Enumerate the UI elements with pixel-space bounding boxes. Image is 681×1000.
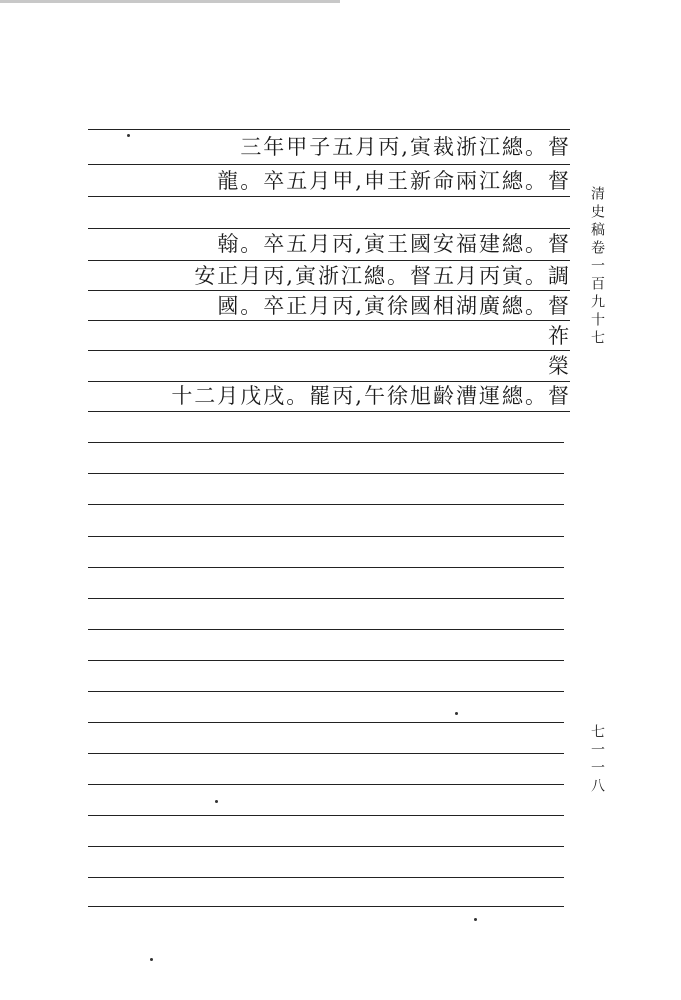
table-rule	[88, 691, 564, 692]
table-rule	[88, 784, 564, 785]
table-rule	[88, 629, 564, 630]
table-rule	[88, 753, 564, 754]
ink-speck	[215, 800, 218, 803]
table-rule	[88, 877, 564, 878]
table-rule	[88, 504, 564, 505]
ink-speck	[474, 918, 477, 921]
table-row: 國。卒正月丙,寅徐國相湖廣總。督	[217, 294, 571, 318]
table-rule	[88, 350, 570, 351]
table-row: 龍。卒五月甲,申王新命兩江總。督	[217, 169, 571, 193]
page-number: 七一一八	[589, 724, 605, 796]
table-rule	[88, 567, 564, 568]
table-rule	[88, 442, 564, 443]
table-rule	[88, 196, 570, 197]
table-rule	[88, 815, 564, 816]
table-rule	[88, 598, 564, 599]
top-edge-line	[0, 0, 340, 3]
table-rule	[88, 411, 570, 412]
table-rule	[88, 473, 564, 474]
table-row: 安正月丙,寅浙江總。督五月丙寅。調	[194, 264, 571, 288]
ink-speck	[127, 134, 130, 137]
table-rule	[88, 906, 564, 907]
table-rule	[88, 536, 564, 537]
table-row: 十二月戊戌。罷丙,午徐旭齡漕運總。督	[171, 384, 571, 408]
table-row: 榮	[548, 354, 571, 378]
table-rule	[88, 722, 564, 723]
table-rule	[88, 846, 564, 847]
table-rule	[88, 129, 570, 130]
table-row: 祚	[548, 324, 571, 348]
table-row: 三年甲子五月丙,寅裁浙江總。督	[240, 135, 571, 159]
table-row: 翰。卒五月丙,寅王國安福建總。督	[217, 232, 571, 256]
table-rule	[88, 660, 564, 661]
ink-speck	[150, 958, 153, 961]
ink-speck	[455, 712, 458, 715]
running-title: 清史稿卷一百九十七	[589, 186, 605, 348]
table-rule	[88, 164, 570, 165]
